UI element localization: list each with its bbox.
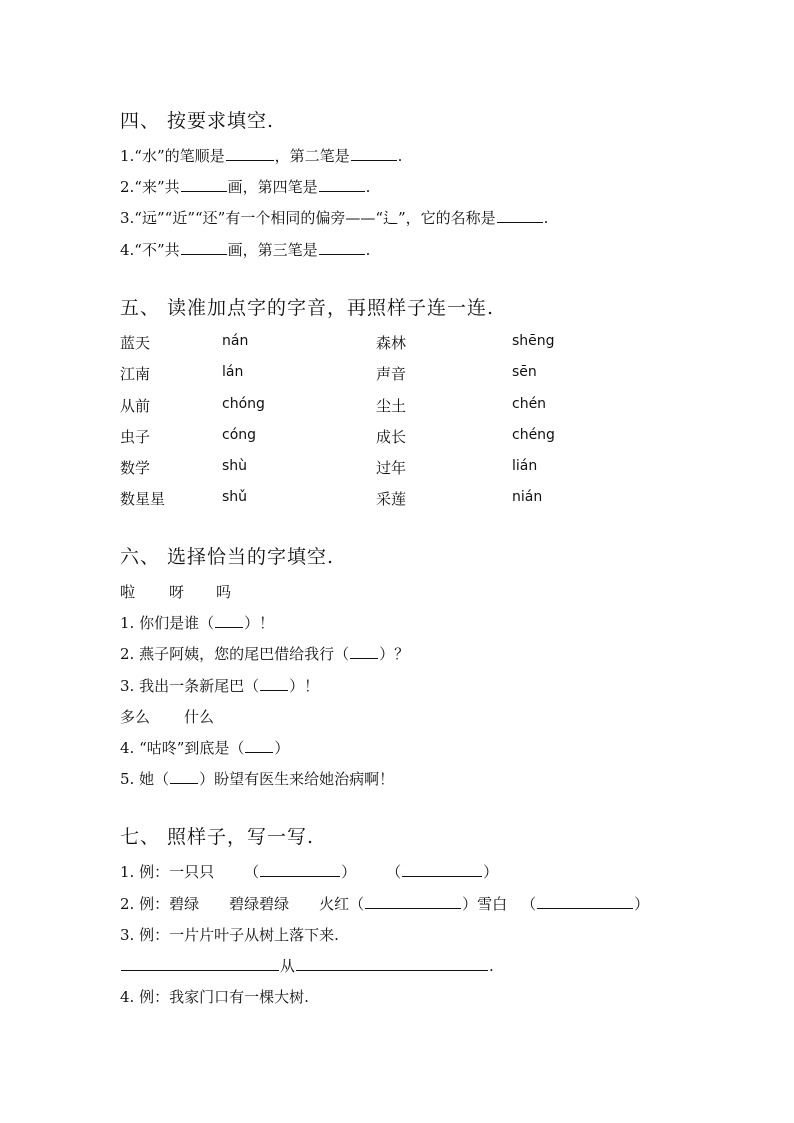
s4-q2-period: . xyxy=(365,178,371,196)
s5-pinyin-right[interactable]: chéng xyxy=(512,427,555,443)
s4-q2-blank-2[interactable] xyxy=(319,176,365,192)
s4-q4-text-a: 4.“不”共 xyxy=(120,241,180,259)
s6-q4-blank[interactable] xyxy=(245,737,273,753)
s7-question-4: 4. 例：我家门口有一棵大树. xyxy=(120,988,309,1006)
s5-pinyin-left[interactable]: nán xyxy=(222,333,249,349)
s5-word-right[interactable]: 过年 xyxy=(376,459,407,477)
s7-q1-paren-close-2: ） xyxy=(483,863,499,881)
s4-q4-blank-2[interactable] xyxy=(319,239,365,255)
s4-q2-text-a: 2.“来”共 xyxy=(120,178,180,196)
s7-q2-blank-2[interactable] xyxy=(537,893,633,909)
section-4-title: 四、 按要求填空. xyxy=(120,110,275,132)
s4-q1-text-a: 1.“水”的笔顺是 xyxy=(120,147,225,165)
s5-pinyin-left[interactable]: lán xyxy=(222,364,244,380)
s7-question-3: 3. 例：一片片叶子从树上落下来. xyxy=(120,926,339,944)
s7-q1-text: 1. 例：一只只 xyxy=(120,863,215,881)
section-7-title: 七、 照样子，写一写. xyxy=(120,826,315,848)
s7-q2-paren-open: （ xyxy=(521,895,537,913)
s6-question-3 xyxy=(120,675,319,696)
s4-question-3 xyxy=(120,207,548,228)
s4-q1-text-b: ，第二笔是 xyxy=(274,147,350,165)
s6-q1-text-a: 1. 你们是谁（ xyxy=(120,614,215,632)
s6-q3-text-a: 3. 我出一条新尾巴（ xyxy=(120,677,260,695)
s6-question-5 xyxy=(120,768,394,789)
s5-pinyin-left[interactable]: shǔ xyxy=(222,489,248,505)
s6-q2-blank[interactable] xyxy=(350,643,378,659)
s6-option: 呀 xyxy=(169,583,185,601)
s6-q3-text-b: ）！ xyxy=(289,677,320,695)
s4-q1-blank-2[interactable] xyxy=(351,145,397,161)
s5-word-left[interactable]: 从前 xyxy=(120,397,151,415)
s5-word-left[interactable]: 数学 xyxy=(120,459,151,477)
s7-q1-blank-2[interactable] xyxy=(402,861,482,877)
s7-q2-blank-1[interactable] xyxy=(365,893,461,909)
s5-pinyin-right[interactable]: shēng xyxy=(512,333,555,349)
s4-q3-blank-1[interactable] xyxy=(497,207,543,223)
s5-word-right[interactable]: 森林 xyxy=(376,334,407,352)
s6-option: 什么 xyxy=(184,708,215,726)
s6-question-4 xyxy=(120,737,289,758)
s5-word-left[interactable]: 江南 xyxy=(120,365,151,383)
s4-q3-period: . xyxy=(543,209,549,227)
s5-pinyin-left[interactable]: cóng xyxy=(222,427,257,443)
s7-q3-blank-1[interactable] xyxy=(121,955,279,971)
s7-question-3-answer xyxy=(120,955,494,976)
s6-q1-blank[interactable] xyxy=(215,612,243,628)
s7-q1-paren-close-1: ） xyxy=(341,863,357,881)
s7-q2-text-c: 火红（ xyxy=(319,895,365,913)
section-5-title: 五、 读准加点字的字音，再照样子连一连. xyxy=(120,297,495,319)
s6-q5-blank[interactable] xyxy=(170,768,198,784)
s5-pinyin-right[interactable]: chén xyxy=(512,396,547,412)
s7-q1-blank-1[interactable] xyxy=(260,861,340,877)
section-6-title: 六、 选择恰当的字填空. xyxy=(120,546,335,568)
s4-question-4 xyxy=(120,239,370,260)
s6-q4-text-b: ） xyxy=(274,739,290,757)
s6-option: 多么 xyxy=(120,708,151,726)
s7-q3-connector: 从 xyxy=(280,957,296,975)
s4-q3-text-a: 3.“远”“近”“还”有一个相同的偏旁——“⻍”，它的名称是 xyxy=(120,209,496,227)
s7-q3-blank-2[interactable] xyxy=(296,955,488,971)
s5-word-left[interactable]: 蓝天 xyxy=(120,334,151,352)
s5-word-right[interactable]: 成长 xyxy=(376,428,407,446)
s6-q2-text-a: 2. 燕子阿姨，您的尾巴借给我行（ xyxy=(120,645,350,663)
s6-q5-text-a: 5. 她（ xyxy=(120,770,170,788)
s4-question-2 xyxy=(120,176,370,197)
s4-question-1 xyxy=(120,145,402,166)
s5-word-right[interactable]: 声音 xyxy=(376,365,407,383)
s4-q1-blank-1[interactable] xyxy=(226,145,274,161)
s5-pinyin-left[interactable]: shù xyxy=(222,458,248,474)
s7-question-1 xyxy=(120,861,498,882)
s4-q2-blank-1[interactable] xyxy=(181,176,227,192)
s5-pinyin-left[interactable]: chóng xyxy=(222,396,265,412)
s7-q1-paren-open-1: （ xyxy=(244,863,260,881)
s6-q2-text-b: ）？ xyxy=(379,645,410,663)
s6-q5-text-b: ）盼望有医生来给她治病啊！ xyxy=(199,770,395,788)
s7-q1-paren-open-2: （ xyxy=(386,863,402,881)
s7-q2-text-d: ）雪白 xyxy=(462,895,508,913)
s6-question-1 xyxy=(120,612,274,633)
s6-option: 吗 xyxy=(216,583,232,601)
s5-word-right[interactable]: 采莲 xyxy=(376,490,407,508)
s7-q2-paren-close: ） xyxy=(634,895,650,913)
s7-question-2 xyxy=(120,893,649,914)
s6-q3-blank[interactable] xyxy=(260,675,288,691)
s6-option: 啦 xyxy=(120,583,136,601)
s7-q2-text-b: 碧绿碧绿 xyxy=(229,895,290,913)
s5-pinyin-right[interactable]: nián xyxy=(512,489,543,505)
s4-q1-period: . xyxy=(397,147,403,165)
s5-word-left[interactable]: 数星星 xyxy=(120,490,166,508)
s5-pinyin-right[interactable]: sēn xyxy=(512,364,537,380)
s6-q1-text-b: ）！ xyxy=(244,614,275,632)
s5-pinyin-right[interactable]: lián xyxy=(512,458,538,474)
s6-q4-text-a: 4. “咕咚”到底是（ xyxy=(120,739,245,757)
s5-word-left[interactable]: 虫子 xyxy=(120,428,151,446)
s6-question-2 xyxy=(120,643,409,664)
s4-q4-text-b: 画，第三笔是 xyxy=(227,241,318,259)
s4-q2-text-b: 画，第四笔是 xyxy=(227,178,318,196)
s4-q4-period: . xyxy=(365,241,371,259)
s7-q3-period: . xyxy=(489,957,494,975)
s4-q4-blank-1[interactable] xyxy=(181,239,227,255)
s7-q2-text-a: 2. 例：碧绿 xyxy=(120,895,200,913)
s5-word-right[interactable]: 尘土 xyxy=(376,397,407,415)
